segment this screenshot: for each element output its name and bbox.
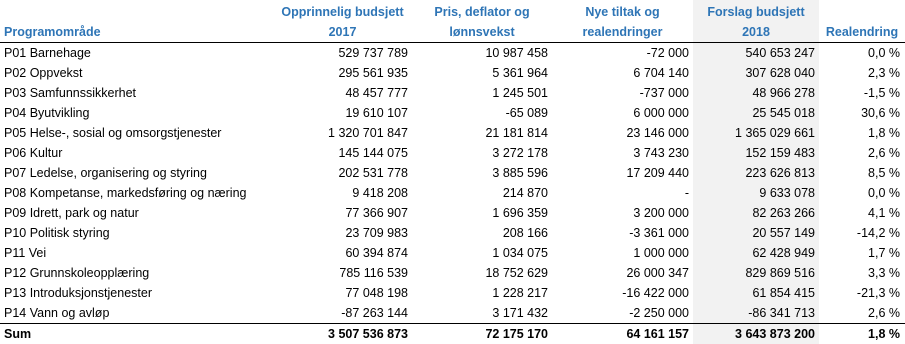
row-real: 1,8 % xyxy=(819,123,905,143)
row-original: 77 048 198 xyxy=(273,283,412,303)
row-price: 3 171 432 xyxy=(412,303,552,324)
sum-name: Sum xyxy=(0,324,273,344)
row-price: 18 752 629 xyxy=(412,263,552,283)
row-name: P14 Vann og avløp xyxy=(0,303,273,324)
row-price: 1 696 359 xyxy=(412,203,552,223)
table-row xyxy=(0,143,905,163)
row-name: P07 Ledelse, organisering og styring xyxy=(0,163,273,183)
row-price: 1 034 075 xyxy=(412,243,552,263)
row-name: P13 Introduksjonstjenester xyxy=(0,283,273,303)
row-new: -2 250 000 xyxy=(552,303,693,324)
row-proposal: -86 341 713 xyxy=(693,303,819,324)
table-row xyxy=(0,303,905,324)
row-original: 23 709 983 xyxy=(273,223,412,243)
header-proposal: Forslag budsjett 2018 xyxy=(693,0,819,43)
row-real: 2,6 % xyxy=(819,303,905,324)
row-real: 8,5 % xyxy=(819,163,905,183)
row-price: -65 089 xyxy=(412,103,552,123)
row-name: P11 Vei xyxy=(0,243,273,263)
row-real: 30,6 % xyxy=(819,103,905,123)
table-row xyxy=(0,123,905,143)
table-row xyxy=(0,63,905,83)
row-price: 214 870 xyxy=(412,183,552,203)
row-name: P04 Byutvikling xyxy=(0,103,273,123)
row-proposal: 540 653 247 xyxy=(693,43,819,64)
row-name: P01 Barnehage xyxy=(0,43,273,64)
row-real: 1,7 % xyxy=(819,243,905,263)
table-row xyxy=(0,83,905,103)
row-name: P03 Samfunnssikkerhet xyxy=(0,83,273,103)
row-original: -87 263 144 xyxy=(273,303,412,324)
table-row xyxy=(0,203,905,223)
row-real: 0,0 % xyxy=(819,43,905,64)
row-new: 3 743 230 xyxy=(552,143,693,163)
row-new: -737 000 xyxy=(552,83,693,103)
row-original: 1 320 701 847 xyxy=(273,123,412,143)
sum-new: 64 161 157 xyxy=(552,324,693,344)
row-price: 3 272 178 xyxy=(412,143,552,163)
row-name: P02 Oppvekst xyxy=(0,63,273,83)
header-price: Pris, deflator og lønnsvekst xyxy=(412,0,552,43)
row-proposal: 48 966 278 xyxy=(693,83,819,103)
sum-real: 1,8 % xyxy=(819,324,905,344)
row-new: 3 200 000 xyxy=(552,203,693,223)
header-original: Opprinnelig budsjett 2017 xyxy=(273,0,412,43)
row-original: 9 418 208 xyxy=(273,183,412,203)
row-proposal: 62 428 949 xyxy=(693,243,819,263)
row-price: 21 181 814 xyxy=(412,123,552,143)
header-area: Programområde xyxy=(0,0,273,43)
sum-proposal: 3 643 873 200 xyxy=(693,324,819,344)
row-price: 10 987 458 xyxy=(412,43,552,64)
row-new: -16 422 000 xyxy=(552,283,693,303)
row-original: 48 457 777 xyxy=(273,83,412,103)
sum-price: 72 175 170 xyxy=(412,324,552,344)
row-real: 3,3 % xyxy=(819,263,905,283)
row-proposal: 1 365 029 661 xyxy=(693,123,819,143)
row-real: 4,1 % xyxy=(819,203,905,223)
table-row xyxy=(0,263,905,283)
row-name: P05 Helse-, sosial og omsorgstjenester xyxy=(0,123,273,143)
row-proposal: 9 633 078 xyxy=(693,183,819,203)
row-original: 19 610 107 xyxy=(273,103,412,123)
row-proposal: 61 854 415 xyxy=(693,283,819,303)
row-new: -3 361 000 xyxy=(552,223,693,243)
row-original: 77 366 907 xyxy=(273,203,412,223)
row-proposal: 307 628 040 xyxy=(693,63,819,83)
header-new: Nye tiltak og realendringer xyxy=(552,0,693,43)
row-name: P09 Idrett, park og natur xyxy=(0,203,273,223)
row-new: 23 146 000 xyxy=(552,123,693,143)
row-new: 1 000 000 xyxy=(552,243,693,263)
row-new: 26 000 347 xyxy=(552,263,693,283)
table-row xyxy=(0,103,905,123)
row-price: 1 245 501 xyxy=(412,83,552,103)
table-row xyxy=(0,283,905,303)
table-body xyxy=(0,43,905,344)
sum-original: 3 507 536 873 xyxy=(273,324,412,344)
row-price: 3 885 596 xyxy=(412,163,552,183)
row-proposal: 152 159 483 xyxy=(693,143,819,163)
row-original: 202 531 778 xyxy=(273,163,412,183)
table-row xyxy=(0,43,905,64)
row-proposal: 82 263 266 xyxy=(693,203,819,223)
table-row xyxy=(0,243,905,263)
row-proposal: 20 557 149 xyxy=(693,223,819,243)
row-name: P06 Kultur xyxy=(0,143,273,163)
row-original: 60 394 874 xyxy=(273,243,412,263)
row-real: 2,6 % xyxy=(819,143,905,163)
row-real: 2,3 % xyxy=(819,63,905,83)
row-new: 6 704 140 xyxy=(552,63,693,83)
row-name: P08 Kompetanse, markedsføring og næring xyxy=(0,183,273,203)
row-new: -72 000 xyxy=(552,43,693,64)
row-new: 6 000 000 xyxy=(552,103,693,123)
row-original: 145 144 075 xyxy=(273,143,412,163)
row-price: 5 361 964 xyxy=(412,63,552,83)
row-real: -14,2 % xyxy=(819,223,905,243)
table-row xyxy=(0,163,905,183)
row-original: 295 561 935 xyxy=(273,63,412,83)
header-real: Realendring xyxy=(819,0,905,43)
row-proposal: 223 626 813 xyxy=(693,163,819,183)
row-price: 1 228 217 xyxy=(412,283,552,303)
table-row xyxy=(0,223,905,243)
row-price: 208 166 xyxy=(412,223,552,243)
row-name: P12 Grunnskoleopplæring xyxy=(0,263,273,283)
row-new: 17 209 440 xyxy=(552,163,693,183)
row-original: 529 737 789 xyxy=(273,43,412,64)
row-proposal: 829 869 516 xyxy=(693,263,819,283)
row-real: -21,3 % xyxy=(819,283,905,303)
table-row xyxy=(0,183,905,203)
header-row xyxy=(0,0,905,43)
row-real: -1,5 % xyxy=(819,83,905,103)
row-new: - xyxy=(552,183,693,203)
sum-row xyxy=(0,324,905,344)
row-real: 0,0 % xyxy=(819,183,905,203)
row-name: P10 Politisk styring xyxy=(0,223,273,243)
row-proposal: 25 545 018 xyxy=(693,103,819,123)
row-original: 785 116 539 xyxy=(273,263,412,283)
